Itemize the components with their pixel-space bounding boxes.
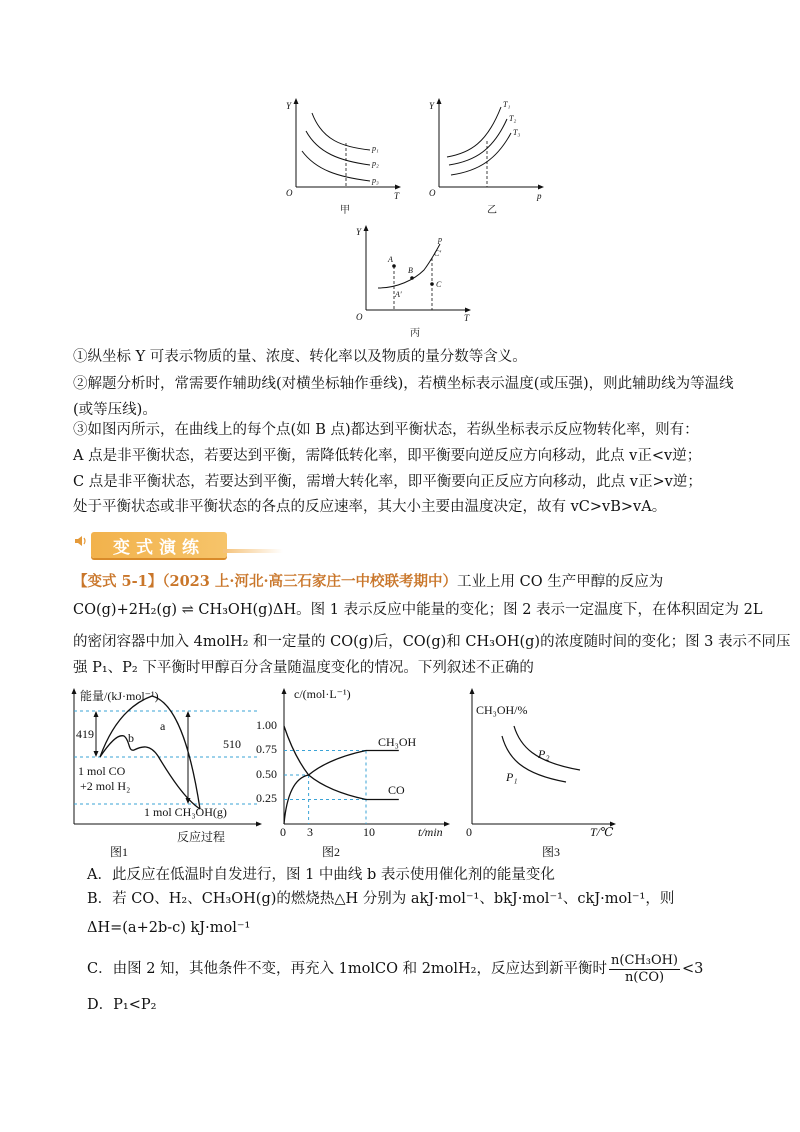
fig2-ylabel: c/(mol·L⁻¹) xyxy=(294,687,351,701)
question-line-1 xyxy=(73,572,663,592)
jia-label-p1: p₁ xyxy=(372,144,379,153)
fig1-val-510: 510 xyxy=(223,737,241,751)
yi-curve-t1 xyxy=(447,107,501,157)
fig3-origin: 0 xyxy=(466,825,472,839)
note-1: ①纵坐标 Y 可表示物质的量、浓度、转化率以及物质的量分数等含义。 xyxy=(73,349,527,365)
bing-label-a-prime: A′ xyxy=(395,290,402,299)
fig1-label-a: a xyxy=(160,719,166,733)
note-4: A 点是非平衡状态，若要达到平衡，需降低转化率，即平衡要向逆反应方向移动，此点 v正<v逆； xyxy=(73,448,702,464)
option-c-numerator: n(CH₃OH) xyxy=(611,952,679,968)
fig3-label-p1: P₁ xyxy=(506,770,518,784)
jia-label-p3: p₃ xyxy=(372,176,379,185)
option-b-line-1: B．若 CO、H₂、CH₃OH(g)的燃烧热△H 分别为 akJ·mol⁻¹、bkJ·mol⁻¹、ckJ·mol⁻¹，则 xyxy=(87,891,675,907)
fig2-series-label-ch3oh: CH₃OH xyxy=(378,735,417,749)
note-2a: ②解题分析时，常需要作辅助线(对横坐标轴作垂线)，若横坐标表示温度(或压强)，则此辅助线为等温线 xyxy=(73,376,734,392)
yi-label-t1: T₁ xyxy=(503,100,511,109)
fig2-ytick-075: 0.75 xyxy=(256,742,277,756)
bing-label-c: C xyxy=(436,280,442,289)
figure-3 xyxy=(462,684,622,859)
yi-x-label: p xyxy=(537,191,542,201)
speaker-icon xyxy=(73,533,89,549)
question-line-4: 强 P₁、P₂ 下平衡时甲醇百分含量随温度变化的情况。下列叙述不正确的 xyxy=(73,660,534,676)
fig1-ylabel: 能量/(kJ·mol⁻¹) xyxy=(80,689,159,703)
fig1-reactant-1: 1 mol CO xyxy=(78,764,126,778)
fig2-ytick-025: 0.25 xyxy=(256,791,277,805)
jia-x-label: T xyxy=(394,191,400,201)
yi-caption: 乙 xyxy=(487,205,497,216)
fig1-xlabel: 反应过程 xyxy=(177,830,226,844)
note-2b: (或等压线)。 xyxy=(73,402,157,418)
note-5: C 点是非平衡状态，若要达到平衡，需增大转化率，即平衡要向正反应方向移动，此点 v正>v逆； xyxy=(73,474,702,490)
fig2-ytick-100: 1.00 xyxy=(256,718,277,732)
bing-label-c-prime: C′ xyxy=(434,249,442,258)
option-c-denominator: n(CO) xyxy=(624,969,665,985)
jia-curve-p3 xyxy=(302,151,370,181)
question-line-3: 的密闭容器中加入 4molH₂ 和一定量的 CO(g)后，CO(g)和 CH₃OH(g)的浓度随时间的变化；图 3 表示不同压 xyxy=(73,634,791,650)
fig2-series-label-co: CO xyxy=(388,783,405,797)
note-6: 处于平衡状态或非平衡状态的各点的反应速率，其大小主要由温度决定，故有 vC>vB>vA。 xyxy=(73,499,667,515)
jia-curve-p1 xyxy=(312,113,370,150)
figure-1 xyxy=(60,684,270,859)
option-d: D．P₁<P₂ xyxy=(87,997,157,1013)
fig1-product: 1 mol CH₃OH(g) xyxy=(144,805,227,819)
banner-title: 变式演练 xyxy=(91,532,227,558)
jia-y-label: Y xyxy=(286,101,292,111)
question-tag: 【变式 5-1】 xyxy=(73,573,163,590)
yi-label-t2: T₂ xyxy=(509,114,517,123)
section-banner xyxy=(73,530,243,562)
fig2-ytick-050: 0.50 xyxy=(256,767,277,781)
fig2-caption: 图2 xyxy=(322,845,341,859)
fig2-xlabel: t/min xyxy=(418,825,443,839)
fig2-series-ch3oh xyxy=(284,751,399,825)
fig2-xtick-10: 10 xyxy=(363,825,375,839)
bing-point-a xyxy=(392,264,396,268)
fig1-reactant-2: +2 mol H₂ xyxy=(80,779,131,793)
jia-caption: 甲 xyxy=(340,205,350,216)
graph-yi xyxy=(425,95,555,217)
yi-y-label: Y xyxy=(429,101,435,111)
jia-label-p2: p₂ xyxy=(372,159,379,168)
graph-bing xyxy=(352,222,482,340)
fig1-val-419: 419 xyxy=(76,727,94,741)
option-b-line-2: ΔH=(a+2b-c) kJ·mol⁻¹ xyxy=(87,920,251,936)
yi-curve-t2 xyxy=(449,119,507,165)
bing-origin: O xyxy=(356,312,363,322)
question-source: （2023 上·河北·高三石家庄一中校联考期中） xyxy=(162,573,457,590)
fig2-xtick-3: 3 xyxy=(307,825,313,839)
option-c-text: C．由图 2 知，其他条件不变，再充入 1molCO 和 2molH₂，反应达到新平衡时 xyxy=(87,961,607,977)
bing-label-b: B xyxy=(408,266,413,275)
option-c-fraction xyxy=(609,953,680,986)
fig3-label-p2: P₂ xyxy=(538,747,550,761)
fig3-caption: 图3 xyxy=(542,845,561,859)
yi-label-t3: T₃ xyxy=(513,128,521,137)
option-c-tail: <3 xyxy=(682,961,704,977)
graph-jia xyxy=(282,95,412,217)
figure-2 xyxy=(250,684,460,859)
fig2-xtick-0: 0 xyxy=(280,825,286,839)
bing-label-a: A xyxy=(388,255,393,264)
question-line-2 xyxy=(73,600,763,620)
bing-y-label: Y xyxy=(356,227,362,237)
bing-point-b xyxy=(410,276,414,280)
reaction-equation: CO(g)+2H₂(g) ⇌ CH₃OH(g)ΔH xyxy=(73,602,297,618)
bing-x-label: T xyxy=(464,313,470,323)
yi-origin: O xyxy=(429,188,436,198)
bing-curve-label: p xyxy=(438,235,442,244)
bing-point-c xyxy=(430,282,434,286)
note-3: ③如图丙所示，在曲线上的每个点(如 B 点)都达到平衡状态，若纵坐标表示反应物转化率，则有： xyxy=(73,422,699,438)
option-a: A．此反应在低温时自发进行，图 1 中曲线 b 表示使用催化剂的能量变化 xyxy=(87,867,555,883)
jia-curve-p2 xyxy=(306,131,370,165)
question-figdesc: 。图 1 表示反应中能量的变化；图 2 表示一定温度下，在体积固定为 2L xyxy=(296,602,763,618)
question-intro: 工业上用 CO 生产甲醇的反应为 xyxy=(457,574,664,590)
fig3-xlabel: T/℃ xyxy=(590,825,614,839)
jia-origin: O xyxy=(286,188,293,198)
bing-caption: 丙 xyxy=(410,328,420,339)
fig1-label-b: b xyxy=(128,731,134,745)
option-c xyxy=(87,952,703,986)
fig1-caption: 图1 xyxy=(110,845,129,859)
fig3-ylabel: CH₃OH/% xyxy=(476,703,528,717)
